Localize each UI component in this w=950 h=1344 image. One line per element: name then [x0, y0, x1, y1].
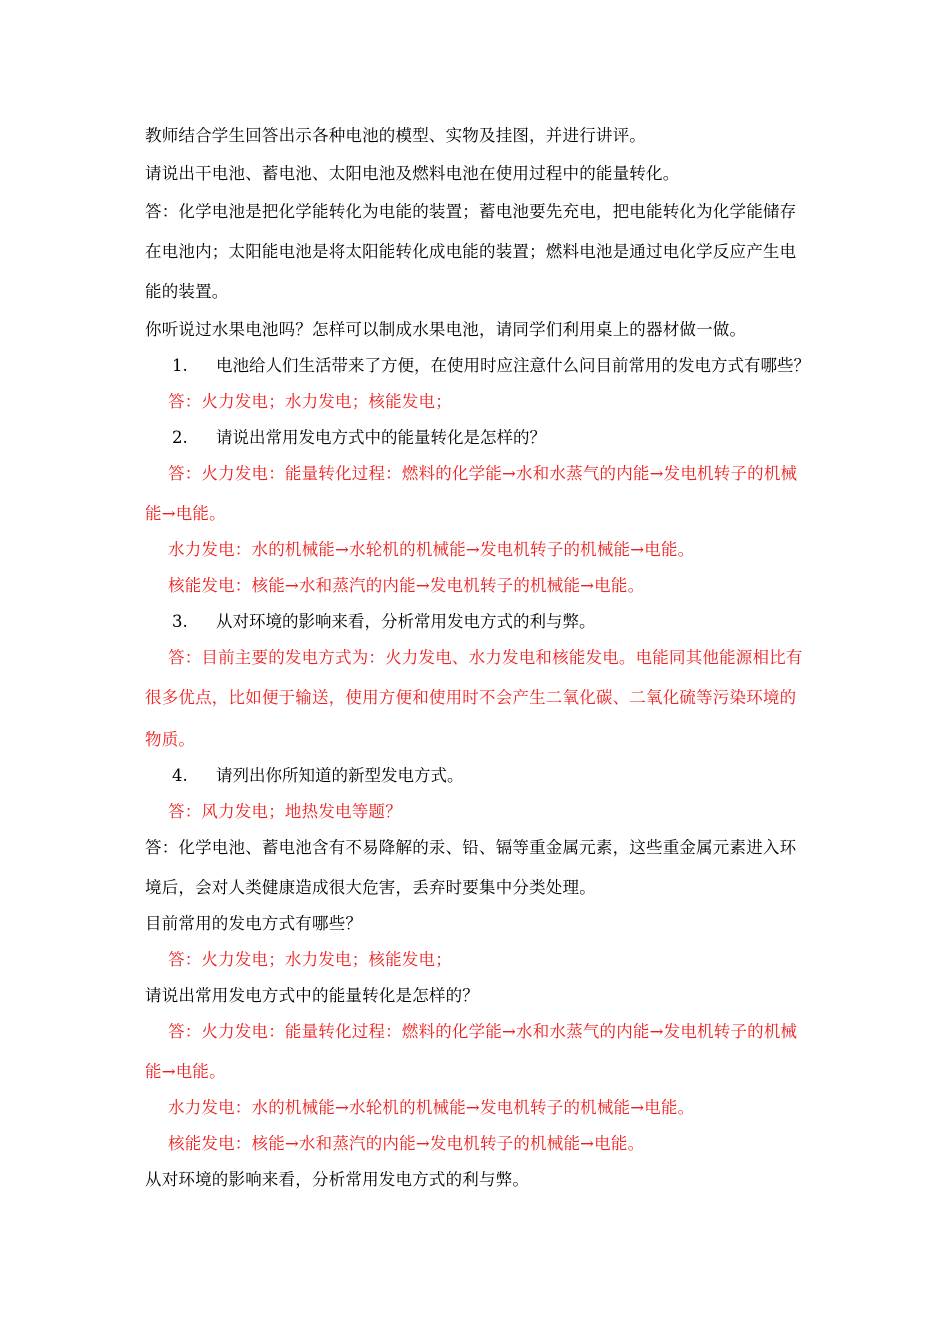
list-question: 从对环境的影响来看，分析常用发电方式的利与弊。 [216, 612, 596, 631]
paragraph-answer-line-1: 答：化学电池是把化学能转化为电能的装置；蓄电池要先充电，把电能转化为化学能储存 [145, 202, 797, 221]
list-number: 3. [172, 612, 188, 631]
answer-2-line-3: 水力发电：水的机械能→水轮机的机械能→发电机转子的机械能→电能。 [168, 540, 695, 559]
answer-energy-line-2: 能→电能。 [145, 1062, 226, 1081]
answer-3-line-3: 物质。 [145, 730, 196, 749]
question-environment: 从对环境的影响来看，分析常用发电方式的利与弊。 [145, 1170, 530, 1189]
list-number: 2. [172, 428, 188, 447]
paragraph-energy-question: 请说出干电池、蓄电池、太阳电池及燃料电池在使用过程中的能量转化。 [145, 164, 680, 183]
question-energy-conversion: 请说出常用发电方式中的能量转化是怎样的？ [145, 986, 479, 1005]
list-number: 1. [172, 356, 188, 375]
question-power-methods: 目前常用的发电方式有哪些？ [145, 914, 363, 933]
answer-2-line-4: 核能发电：核能→水和蒸汽的内能→发电机转子的机械能→电能。 [168, 576, 645, 595]
list-item-1 [172, 354, 872, 378]
answer-3-line-1: 答：目前主要的发电方式为：火力发电、水力发电和核能发电。电能同其他能源相比有 [168, 648, 803, 667]
paragraph-answer-line-3: 能的装置。 [145, 282, 229, 301]
answer-energy-line-1: 答：火力发电：能量转化过程：燃料的化学能→水和水蒸气的内能→发电机转子的机械 [168, 1022, 798, 1041]
paragraph-teacher-explanation: 教师结合学生回答出示各种电池的模型、实物及挂图，并进行讲评。 [145, 126, 646, 145]
answer-power-methods: 答：火力发电；水力发电；核能发电； [168, 950, 452, 969]
paragraph-fruit-battery: 你听说过水果电池吗？怎样可以制成水果电池，请同学们利用桌上的器材做一做。 [145, 320, 747, 339]
paragraph-heavy-metal-line-2: 境后，会对人类健康造成很大危害，丢弃时要集中分类处理。 [145, 878, 596, 897]
list-question: 请列出你所知道的新型发电方式。 [216, 766, 464, 785]
answer-2-line-2: 能→电能。 [145, 504, 226, 523]
list-question: 请说出常用发电方式中的能量转化是怎样的？ [216, 428, 546, 447]
answer-3-line-2: 很多优点，比如便于输送，使用方便和使用时不会产生二氧化碳、二氧化硫等污染环境的 [145, 688, 797, 707]
list-item-2 [172, 426, 872, 450]
answer-4: 答：风力发电；地热发电等题？ [168, 802, 402, 821]
list-item-3 [172, 610, 872, 634]
paragraph-answer-line-2: 在电池内；太阳能电池是将太阳能转化成电能的装置；燃料电池是通过电化学反应产生电 [145, 242, 797, 261]
answer-1: 答：火力发电；水力发电；核能发电； [168, 392, 452, 411]
list-number: 4. [172, 766, 188, 785]
list-item-4 [172, 764, 872, 788]
answer-2-line-1: 答：火力发电：能量转化过程：燃料的化学能→水和水蒸气的内能→发电机转子的机械 [168, 464, 798, 483]
answer-energy-line-3: 水力发电：水的机械能→水轮机的机械能→发电机转子的机械能→电能。 [168, 1098, 695, 1117]
list-question: 电池给人们生活带来了方便，在使用时应注意什么问目前常用的发电方式有哪些？ [216, 356, 810, 375]
paragraph-heavy-metal-line-1: 答：化学电池、蓄电池含有不易降解的汞、铅、镉等重金属元素，这些重金属元素进入环 [145, 838, 797, 857]
answer-energy-line-4: 核能发电：核能→水和蒸汽的内能→发电机转子的机械能→电能。 [168, 1134, 645, 1153]
